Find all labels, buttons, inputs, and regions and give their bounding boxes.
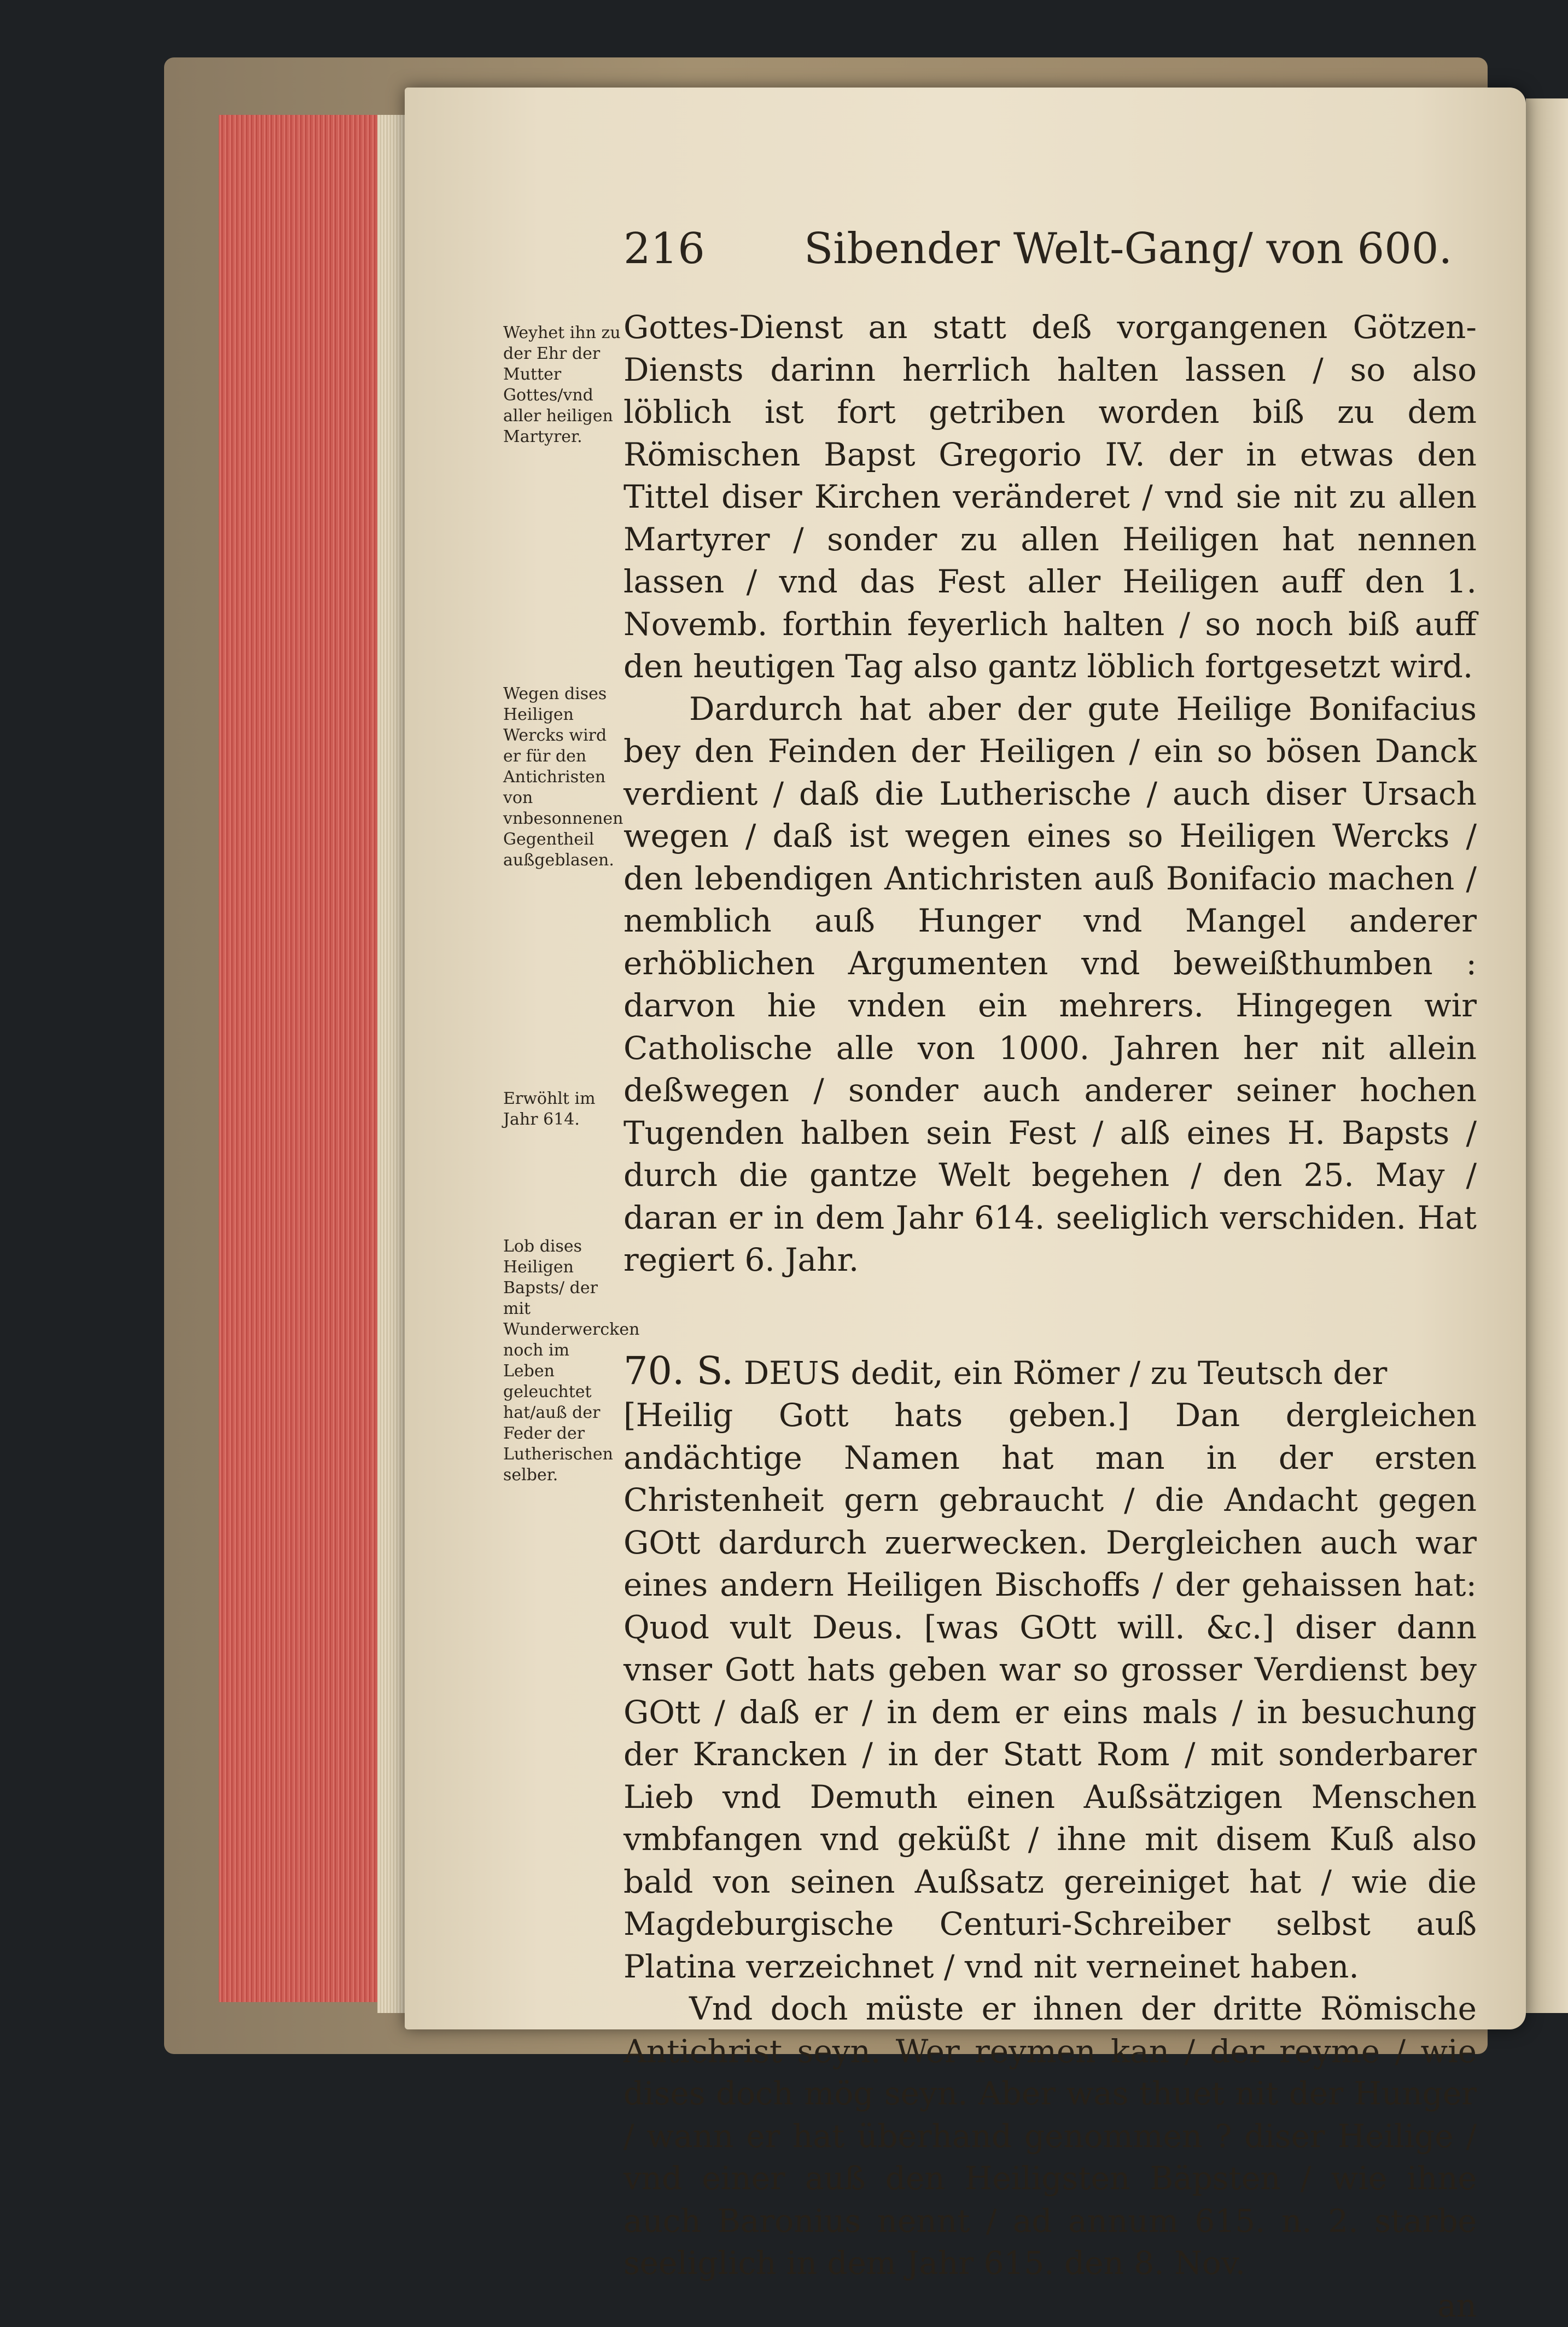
entry-heading-line <box>623 1350 1477 1395</box>
paragraph-2: Dardurch hat aber der gute Heilige Bonifacius bey den Feinden der Heiligen / ein so bösen Danck verdient / daß die Lutherische / auch diser Ursach wegen / daß ist wegen eines so Heiligen Wercks / den lebendigen Antichristen auß Bonifacio machen / nemblich auß Hunger vnd Mangel anderer erhöblichen Argumenten vnd beweißthumben : darvon hie vnden ein mehrers. Hingegen wir Catholische alle von 1000. Jahren her nit allein deßwegen / sonder auch anderer seiner hochen Tugenden halben sein Fest / alß eines H. Bapsts / durch die gantze Welt begehen / den 25. May / daran er in dem Jahr 614. seeliglich verschiden. Hat regiert 6. Jahr. <box>623 688 1477 1282</box>
paragraph-3: [Heilig Gott hats geben.] Dan dergleichen andächtige Namen hat man in der ersten Christenheit gern gebraucht / die Andacht gegen GOtt dardurch zuerwecken. Dergleichen auch war eines andern Heiligen Bischoffs / der gehaissen hat: Quod vult Deus. [was GOtt will. &c.] diser dann vnser Gott hats geben war so grosser Verdienst bey GOtt / daß er / in dem er eins mals / in besuchung der Krancken / in der Statt Rom / mit sonderbarer Lieb vnd Demuth einen Außsätzigen Menschen vmbfangen vnd geküßt / ihne mit disem Kuß also bald von seinen Außsatz gereiniget hat / wie die Magdeburgische Centuri-Schreiber selbst auß Platina verzeichnet / vnd nit verneinet haben. <box>623 1394 1477 1988</box>
entry-heading: DEUS dedit, ein Römer / zu Teutsch der <box>744 1354 1388 1392</box>
margin-note-2: Wegen dises Heiligen Wercks wird er für den Antichristen von vnbesonnenen Gegentheil außgeblasen. <box>503 684 623 871</box>
paragraph-1: Gottes-Dienst an statt deß vorgangenen Götzen-Diensts darinn herrlich halten lassen / so also löblich ist fort getriben worden biß zu dem Römischen Bapst Gregorio IV. der in etwas den Tittel diser Kirchen veränderet / vnd sie nit zu allen Martyrer / sonder zu allen Heiligen hat nennen lassen / vnd das Fest aller Heiligen auff den 1. Novemb. forthin feyerlich halten / so noch biß auff den heutigen Tag also gantz löblich fortgesetzt wird. <box>623 306 1477 688</box>
main-text-column <box>623 306 1477 2327</box>
margin-note-3: Erwöhlt im Jahr 614. <box>503 1089 623 1130</box>
paragraph-4: Vnd doch müste er ihnen der dritte Römische Antichrist seyn. Wer reymen kan / der reyme / wie dises doch mög seyn. Aber was thuet nit der Hunger / wann er hat überhand genommen ? diser Heilige / vnd einer auß den Heiligsten Bäpsten / wie ihne auch Baronius nennt / ad annum 615. n. 2. starbe seeliglich in dem Jahr 615. den 8. Nov. <box>623 1988 1477 2285</box>
page-header <box>623 224 1477 284</box>
catchword: an <box>623 2285 1477 2327</box>
margin-note-4: Lob dises Heiligen Bapsts/ der mit Wunderwercken noch im Leben geleuchtet hat/auß der Feder der Lutherischen selber. <box>503 1236 623 1486</box>
running-title: Sibender Welt-Gang/ von 600. <box>804 224 1452 274</box>
margin-note-1: Weyhet ihn zu der Ehr der Mutter Gottes/vnd aller heiligen Martyrer. <box>503 323 623 447</box>
page-number: 216 <box>623 224 705 274</box>
facing-page-edge <box>1526 98 1568 2013</box>
entry-number: 70. S. <box>623 1348 733 1393</box>
